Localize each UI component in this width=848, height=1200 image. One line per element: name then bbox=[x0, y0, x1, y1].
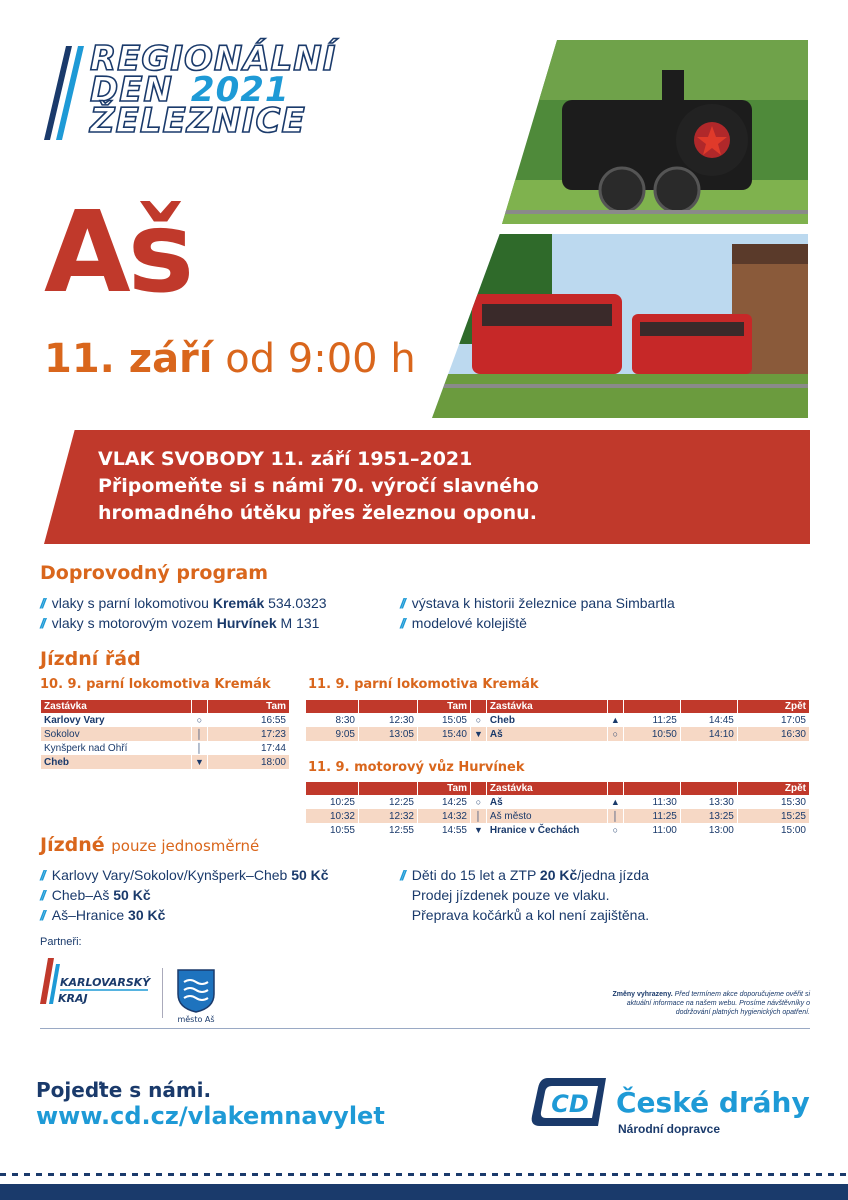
table-row: 10:55 12:55 14:55 ▼ Hranice v Čechách ○ 11:00 13:00 15:00 bbox=[329, 824, 806, 836]
divider bbox=[40, 1028, 810, 1029]
logo-line-1: REGIONÁLNÍ bbox=[90, 39, 337, 79]
col-header: Zpět bbox=[738, 782, 809, 795]
event-date-day: 11. září bbox=[44, 336, 213, 382]
program-title: Doprovodný program bbox=[40, 562, 269, 584]
list-item: Přeprava kočárků a kol není zajištěna. bbox=[411, 907, 650, 923]
table-row: 8:30 12:30 15:05 ○ Cheb ▲ 11:25 14:45 17:05 bbox=[335, 714, 806, 726]
footer-stripe bbox=[0, 1184, 848, 1200]
cta-url-link[interactable]: www.cd.cz/vlakemnavylet bbox=[36, 1102, 385, 1130]
timetable-1 bbox=[40, 700, 290, 769]
timetable-2-heading: 11. 9. parní lokomotiva Kremák bbox=[308, 677, 539, 692]
list-item: // Děti do 15 let a ZTP 20 Kč/jedna jízda bbox=[400, 867, 649, 883]
table-row: Kynšperk nad Ohří │ 17:44 bbox=[44, 742, 286, 754]
col-header: Zastávka bbox=[487, 700, 607, 713]
fares-list-left bbox=[40, 865, 329, 925]
table-row: Cheb ▼ 18:00 bbox=[41, 755, 289, 769]
col-header: Zpět bbox=[738, 700, 809, 713]
event-date-time: od 9:00 h bbox=[225, 336, 416, 382]
timetable-2 bbox=[305, 700, 810, 741]
logo-year: 2021 bbox=[190, 70, 290, 110]
logo-slashes-icon bbox=[44, 46, 84, 140]
program-list-right bbox=[400, 593, 675, 633]
program-list-left bbox=[40, 593, 327, 633]
ceske-drahy-logo bbox=[530, 1074, 610, 1130]
brand-name: České dráhy bbox=[616, 1086, 810, 1119]
list-item: // Cheb–Aš 50 Kč bbox=[40, 887, 151, 903]
mesto-as-logo bbox=[176, 968, 216, 1024]
col-header: Tam bbox=[208, 700, 289, 713]
event-logo bbox=[90, 39, 337, 141]
table-row: Karlovy Vary ○ 16:55 bbox=[44, 714, 286, 726]
list-item: Prodej jízdenek pouze ve vlaku. bbox=[411, 887, 610, 903]
banner-text bbox=[98, 446, 539, 527]
list-item: // Karlovy Vary/Sokolov/Kynšperk–Cheb 50 Kč bbox=[40, 867, 329, 883]
fares-list-right bbox=[400, 865, 649, 925]
motor-railcar-photo bbox=[432, 234, 808, 418]
cta-text: Pojeďte s námi. bbox=[36, 1078, 212, 1102]
partner-divider bbox=[162, 968, 163, 1018]
timetable-1-heading: 10. 9. parní lokomotiva Kremák bbox=[40, 677, 271, 692]
svg-text:KARLOVARSKÝ: KARLOVARSKÝ bbox=[60, 976, 151, 989]
table-row: 10:32 12:32 14:32 │ Aš město │ 11:25 13:25 15:25 bbox=[306, 809, 809, 823]
event-date bbox=[44, 336, 416, 382]
col-header: Zastávka bbox=[487, 782, 607, 795]
svg-text:KRAJ: KRAJ bbox=[58, 992, 88, 1005]
timetable-title: Jízdní řád bbox=[40, 648, 141, 670]
list-item: // Aš–Hranice 30 Kč bbox=[40, 907, 166, 923]
fares-subtitle: pouze jednosměrné bbox=[111, 837, 260, 855]
table-row: 9:05 13:05 15:40 ▼ Aš ○ 10:50 14:10 16:30 bbox=[306, 727, 809, 741]
footer-stripe-dashed bbox=[0, 1170, 848, 1178]
svg-text:město Aš: město Aš bbox=[177, 1015, 215, 1024]
list-item: // modelové kolejiště bbox=[400, 615, 527, 631]
karlovarsky-kraj-logo bbox=[40, 958, 152, 1008]
partners-label: Partneři: bbox=[40, 936, 82, 948]
list-item: // výstava k historii železnice pana Simbartla bbox=[400, 595, 675, 611]
table-row: Sokolov │ 17:23 bbox=[41, 727, 289, 741]
timetable-3 bbox=[305, 782, 810, 837]
timetable-3-heading: 11. 9. motorový vůz Hurvínek bbox=[308, 760, 525, 775]
col-header: Tam bbox=[418, 700, 470, 713]
banner-line-2: Připomeňte si s námi 70. výročí slavného bbox=[98, 475, 539, 497]
city-title: Aš bbox=[44, 188, 192, 318]
steam-locomotive-photo bbox=[502, 40, 808, 224]
col-header: Tam bbox=[418, 782, 470, 795]
svg-text:CD: CD bbox=[551, 1090, 589, 1118]
col-header: Zastávka bbox=[41, 700, 191, 713]
logo-line-3: ŽELEZNICE bbox=[90, 101, 306, 141]
banner-line-1: VLAK SVOBODY 11. září 1951–2021 bbox=[98, 448, 473, 470]
table-row: 10:25 12:25 14:25 ○ Aš ▲ 11:30 13:30 15:30 bbox=[329, 796, 806, 808]
logo-den: DEN bbox=[90, 70, 173, 110]
brand-subtitle: Národní dopravce bbox=[618, 1122, 721, 1136]
list-item: // vlaky s parní lokomotivou Kremák 534.0323 bbox=[40, 595, 327, 611]
list-item: // vlaky s motorovým vozem Hurvínek M 131 bbox=[40, 615, 320, 631]
disclaimer: Změny vyhrazeny. Před termínem akce doporučujeme ověřit si aktuální informace na našem webu. Prosíme návštěvníky o dodržování platných hygienických opatření. bbox=[612, 991, 810, 1016]
fares-title: Jízdné pouze jednosměrné bbox=[40, 834, 260, 856]
banner-line-3: hromadného útěku přes železnou oponu. bbox=[98, 502, 537, 524]
